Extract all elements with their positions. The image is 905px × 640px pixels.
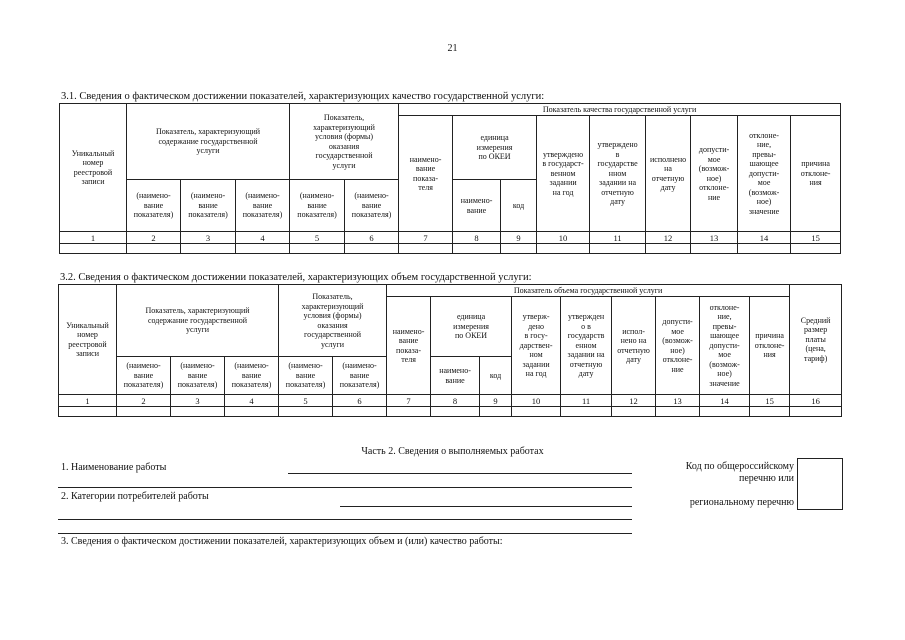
column-number: 15 bbox=[791, 232, 841, 244]
column-number: 6 bbox=[333, 395, 387, 407]
section-3-2-title: 3.2. Сведения о фактическом достижении показателей, характеризующих объем государственной услуги: bbox=[60, 272, 532, 283]
header-indicator-name: наимено- вание показа- теля bbox=[387, 297, 431, 395]
column-number: 10 bbox=[537, 232, 590, 244]
header-unique-number: Уникальный номер реестровой записи bbox=[60, 104, 127, 232]
consumers-line bbox=[340, 506, 632, 507]
header-unit-okei: единица измерения по ОКЕИ bbox=[431, 297, 512, 357]
column-number: 9 bbox=[501, 232, 537, 244]
header-sub-indicator-name: (наимено- вание показателя) bbox=[225, 357, 279, 395]
header-sub-indicator-name: (наимено- вание показателя) bbox=[181, 180, 236, 232]
header-unit-name: наимено- вание bbox=[431, 357, 480, 395]
header-sub-indicator-name: (наимено- вание показателя) bbox=[345, 180, 399, 232]
column-number: 13 bbox=[656, 395, 700, 407]
column-number: 6 bbox=[345, 232, 399, 244]
section-3-1-title: 3.1. Сведения о фактическом достижении показателей, характеризующих качество государственной услуги: bbox=[61, 91, 545, 102]
consumers-label: 2. Категории потребителей работы bbox=[61, 491, 209, 502]
column-number: 9 bbox=[480, 395, 512, 407]
column-number: 5 bbox=[279, 395, 333, 407]
header-allowed-deviation: допусти- мое (возмож- ное) отклоне- ние bbox=[691, 116, 738, 232]
header-sub-indicator-name: (наимено- вание показателя) bbox=[171, 357, 225, 395]
column-number: 7 bbox=[387, 395, 431, 407]
header-approved-date: утверждено в государстве нном задании на отчетную дату bbox=[590, 116, 646, 232]
classifier-code-box bbox=[797, 458, 843, 510]
header-sub-indicator-name: (наимено- вание показателя) bbox=[127, 180, 181, 232]
column-number: 8 bbox=[453, 232, 501, 244]
column-number: 11 bbox=[561, 395, 612, 407]
header-approved-year: утверждено в государст- венном задании на год bbox=[537, 116, 590, 232]
section-3-title: 3. Сведения о фактическом достижении показателей, характеризующих объем и (или) качество работы: bbox=[61, 536, 503, 547]
column-number: 1 bbox=[60, 232, 127, 244]
header-conditions-indicator: Показатель, характеризующий условия (формы) оказания государственной услуги bbox=[290, 104, 399, 180]
column-number: 7 bbox=[399, 232, 453, 244]
classifier-code-label: Код по общероссийскому перечню или региональному перечню bbox=[685, 461, 794, 508]
header-approved-date: утвержден о в государств енном задании на отчетную дату bbox=[561, 297, 612, 395]
header-allowed-deviation: допусти- мое (возмож- ное) отклоне- ние bbox=[656, 297, 700, 395]
column-number: 5 bbox=[290, 232, 345, 244]
work-name-line-2 bbox=[58, 487, 632, 488]
header-sub-indicator-name: (наимено- вание показателя) bbox=[117, 357, 171, 395]
header-unit-okei: единица измерения по ОКЕИ bbox=[453, 116, 537, 180]
header-done: исполнено на отчетную дату bbox=[646, 116, 691, 232]
column-number: 11 bbox=[590, 232, 646, 244]
column-number: 12 bbox=[646, 232, 691, 244]
column-number: 8 bbox=[431, 395, 480, 407]
work-name-label: 1. Наименование работы bbox=[61, 462, 167, 473]
header-indicator-name: наимено- вание показа- теля bbox=[399, 116, 453, 232]
header-unique-number: Уникальный номер реестровой записи bbox=[59, 285, 117, 395]
header-unit-code: код bbox=[501, 180, 537, 232]
header-exceeding-deviation: отклоне- ние, превы- шающее допусти- мое (возмож- ное) значение bbox=[738, 116, 791, 232]
volume-indicators-table bbox=[58, 284, 842, 417]
column-number: 1 bbox=[59, 395, 117, 407]
column-number: 10 bbox=[512, 395, 561, 407]
page-number: 21 bbox=[447, 43, 458, 54]
header-content-indicator: Показатель, характеризующий содержание государственной услуги bbox=[117, 285, 279, 357]
column-number: 4 bbox=[225, 395, 279, 407]
header-sub-indicator-name: (наимено- вание показателя) bbox=[333, 357, 387, 395]
header-exceeding-deviation: отклоне- ние, превы- шающее допусти- мое (возмож- ное) значение bbox=[700, 297, 750, 395]
column-number: 3 bbox=[171, 395, 225, 407]
table-row bbox=[59, 407, 842, 417]
header-deviation-reason: причина отклоне- ния bbox=[791, 116, 841, 232]
column-number: 4 bbox=[236, 232, 290, 244]
work-name-line bbox=[288, 473, 632, 474]
quality-indicators-table bbox=[59, 103, 841, 254]
consumers-line-3 bbox=[58, 533, 632, 534]
consumers-line-2 bbox=[58, 519, 632, 520]
column-number: 2 bbox=[127, 232, 181, 244]
column-number: 12 bbox=[612, 395, 656, 407]
header-sub-indicator-name: (наимено- вание показателя) bbox=[279, 357, 333, 395]
column-number: 14 bbox=[738, 232, 791, 244]
header-done: испол- нено на отчетную дату bbox=[612, 297, 656, 395]
header-content-indicator: Показатель, характеризующий содержание государственной услуги bbox=[127, 104, 290, 180]
header-volume-indicator: Показатель объема государственной услуги bbox=[387, 285, 790, 297]
column-number: 2 bbox=[117, 395, 171, 407]
header-sub-indicator-name: (наимено- вание показателя) bbox=[236, 180, 290, 232]
header-sub-indicator-name: (наимено- вание показателя) bbox=[290, 180, 345, 232]
table-row bbox=[60, 244, 841, 254]
column-number: 3 bbox=[181, 232, 236, 244]
header-unit-name: наимено- вание bbox=[453, 180, 501, 232]
header-deviation-reason: причина отклоне- ния bbox=[750, 297, 790, 395]
column-number: 13 bbox=[691, 232, 738, 244]
header-quality-indicator: Показатель качества государственной услуги bbox=[399, 104, 841, 116]
header-unit-code: код bbox=[480, 357, 512, 395]
column-number: 15 bbox=[750, 395, 790, 407]
column-number: 14 bbox=[700, 395, 750, 407]
header-conditions-indicator: Показатель, характеризующий условия (формы) оказания государственной услуги bbox=[279, 285, 387, 357]
header-average-fee: Средний размер платы (цена, тариф) bbox=[790, 285, 842, 395]
header-approved-year: утверж- дено в госу- дарствен- ном задании на год bbox=[512, 297, 561, 395]
column-number: 16 bbox=[790, 395, 842, 407]
part-2-title: Часть 2. Сведения о выполняемых работах bbox=[361, 446, 544, 457]
